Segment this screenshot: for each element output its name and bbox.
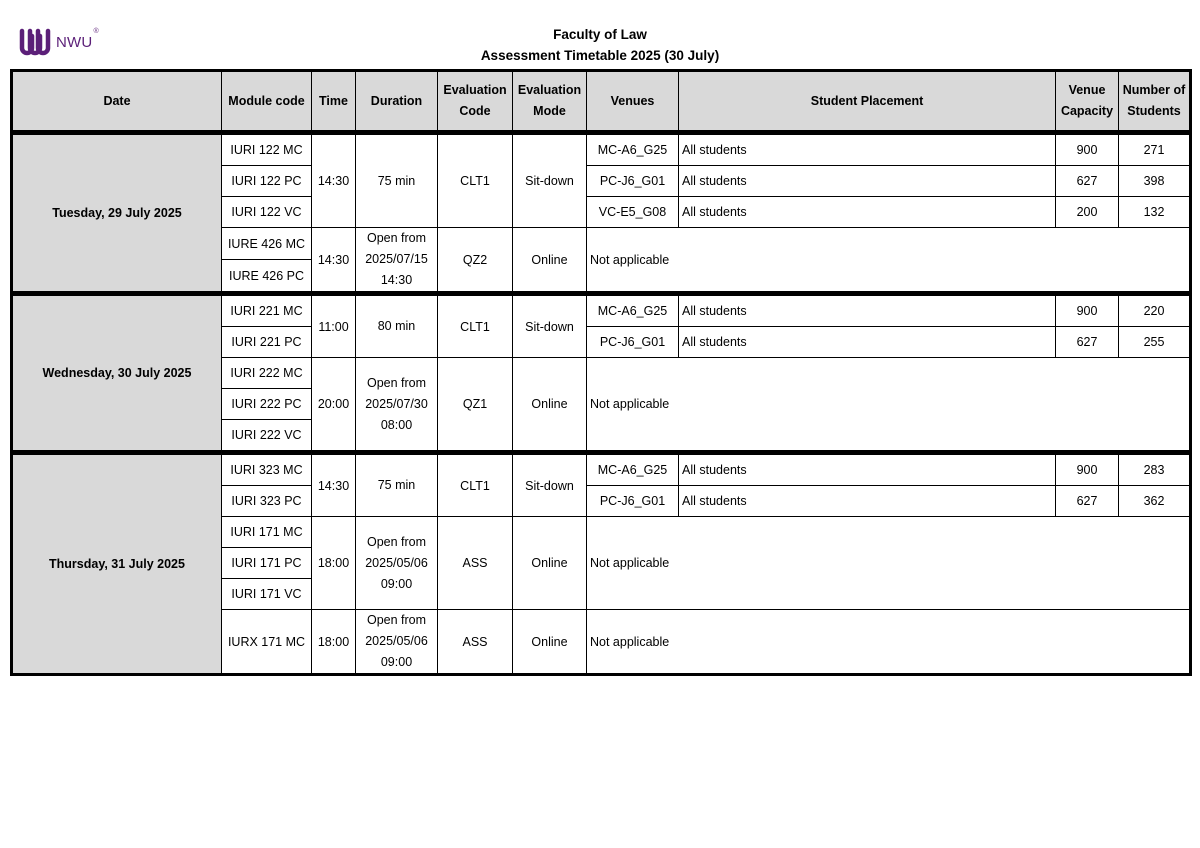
venue-cell: PC-J6_G01	[587, 486, 679, 517]
date-cell: Wednesday, 30 July 2025	[12, 296, 222, 451]
duration-cell: Open from 2025/05/06 09:00	[356, 517, 438, 610]
student-placement-cell: All students	[679, 486, 1056, 517]
module-code-cell: IURI 122 PC	[222, 166, 312, 197]
table-row	[12, 455, 1191, 486]
number-of-students-cell: 255	[1119, 327, 1191, 358]
date-cell: Tuesday, 29 July 2025	[12, 135, 222, 292]
evaluation-code-cell: CLT1	[438, 296, 513, 358]
evaluation-mode-cell: Online	[513, 228, 587, 292]
time-cell: 14:30	[312, 228, 356, 292]
evaluation-code-cell: ASS	[438, 610, 513, 675]
title-block	[0, 24, 1200, 66]
module-code-cell: IURI 222 VC	[222, 420, 312, 451]
not-applicable-cell: Not applicable	[587, 358, 1191, 451]
evaluation-code-cell: CLT1	[438, 135, 513, 228]
module-code-cell: IURI 323 PC	[222, 486, 312, 517]
venue-cell: MC-A6_G25	[587, 135, 679, 166]
module-code-cell: IURI 221 PC	[222, 327, 312, 358]
venue-capacity-cell: 627	[1056, 327, 1119, 358]
student-placement-cell: All students	[679, 197, 1056, 228]
col-date: Date	[12, 71, 222, 131]
timetable-body	[12, 131, 1191, 675]
evaluation-mode-cell: Sit-down	[513, 455, 587, 517]
venue-capacity-cell: 627	[1056, 486, 1119, 517]
module-code-cell: IURI 222 MC	[222, 358, 312, 389]
time-cell: 18:00	[312, 517, 356, 610]
venue-capacity-cell: 900	[1056, 296, 1119, 327]
col-venues: Venues	[587, 71, 679, 131]
evaluation-mode-cell: Online	[513, 610, 587, 675]
module-code-cell: IURI 171 PC	[222, 548, 312, 579]
evaluation-code-cell: QZ1	[438, 358, 513, 451]
not-applicable-cell: Not applicable	[587, 610, 1191, 675]
number-of-students-cell: 398	[1119, 166, 1191, 197]
duration-cell: Open from 2025/07/15 14:30	[356, 228, 438, 292]
module-code-cell: IURX 171 MC	[222, 610, 312, 675]
not-applicable-cell: Not applicable	[587, 517, 1191, 610]
timetable	[10, 69, 1192, 676]
number-of-students-cell: 283	[1119, 455, 1191, 486]
evaluation-mode-cell: Online	[513, 517, 587, 610]
venue-capacity-cell: 900	[1056, 135, 1119, 166]
col-module-code: Module code	[222, 71, 312, 131]
venue-cell: VC-E5_G08	[587, 197, 679, 228]
col-time: Time	[312, 71, 356, 131]
col-number-of-students: Number of Students	[1119, 71, 1191, 131]
module-code-cell: IURE 426 PC	[222, 260, 312, 292]
venue-capacity-cell: 900	[1056, 455, 1119, 486]
number-of-students-cell: 362	[1119, 486, 1191, 517]
col-evaluation-code: Evaluation Code	[438, 71, 513, 131]
venue-cell: MC-A6_G25	[587, 296, 679, 327]
duration-cell: 75 min	[356, 455, 438, 517]
number-of-students-cell: 271	[1119, 135, 1191, 166]
duration-cell: Open from 2025/07/30 08:00	[356, 358, 438, 451]
module-code-cell: IURI 323 MC	[222, 455, 312, 486]
col-student-placement: Student Placement	[679, 71, 1056, 131]
student-placement-cell: All students	[679, 166, 1056, 197]
evaluation-code-cell: ASS	[438, 517, 513, 610]
header-row	[12, 71, 1191, 131]
page-subtitle: Assessment Timetable 2025 (30 July)	[480, 48, 720, 63]
module-code-cell: IURI 221 MC	[222, 296, 312, 327]
evaluation-code-cell: QZ2	[438, 228, 513, 292]
venue-capacity-cell: 627	[1056, 166, 1119, 197]
evaluation-code-cell: CLT1	[438, 455, 513, 517]
time-cell: 11:00	[312, 296, 356, 358]
module-code-cell: IURI 122 VC	[222, 197, 312, 228]
module-code-cell: IURE 426 MC	[222, 228, 312, 260]
table-row	[12, 135, 1191, 166]
duration-cell: 80 min	[356, 296, 438, 358]
student-placement-cell: All students	[679, 455, 1056, 486]
student-placement-cell: All students	[679, 296, 1056, 327]
venue-cell: MC-A6_G25	[587, 455, 679, 486]
student-placement-cell: All students	[679, 135, 1056, 166]
module-code-cell: IURI 122 MC	[222, 135, 312, 166]
logo-wordmark: NWU	[56, 33, 93, 51]
duration-cell: 75 min	[356, 135, 438, 228]
number-of-students-cell: 132	[1119, 197, 1191, 228]
page-title: Faculty of Law	[553, 27, 647, 42]
time-cell: 14:30	[312, 135, 356, 228]
table-row	[12, 296, 1191, 327]
evaluation-mode-cell: Online	[513, 358, 587, 451]
not-applicable-cell: Not applicable	[587, 228, 1191, 292]
time-cell: 14:30	[312, 455, 356, 517]
student-placement-cell: All students	[679, 327, 1056, 358]
venue-cell: PC-J6_G01	[587, 166, 679, 197]
module-code-cell: IURI 171 MC	[222, 517, 312, 548]
number-of-students-cell: 220	[1119, 296, 1191, 327]
duration-cell: Open from 2025/05/06 09:00	[356, 610, 438, 675]
col-evaluation-mode: Evaluation Mode	[513, 71, 587, 131]
venue-capacity-cell: 200	[1056, 197, 1119, 228]
date-cell: Thursday, 31 July 2025	[12, 455, 222, 675]
evaluation-mode-cell: Sit-down	[513, 135, 587, 228]
time-cell: 18:00	[312, 610, 356, 675]
col-duration: Duration	[356, 71, 438, 131]
module-code-cell: IURI 222 PC	[222, 389, 312, 420]
venue-cell: PC-J6_G01	[587, 327, 679, 358]
module-code-cell: IURI 171 VC	[222, 579, 312, 610]
registered-mark: ®	[93, 28, 99, 35]
time-cell: 20:00	[312, 358, 356, 451]
col-venue-capacity: Venue Capacity	[1056, 71, 1119, 131]
evaluation-mode-cell: Sit-down	[513, 296, 587, 358]
